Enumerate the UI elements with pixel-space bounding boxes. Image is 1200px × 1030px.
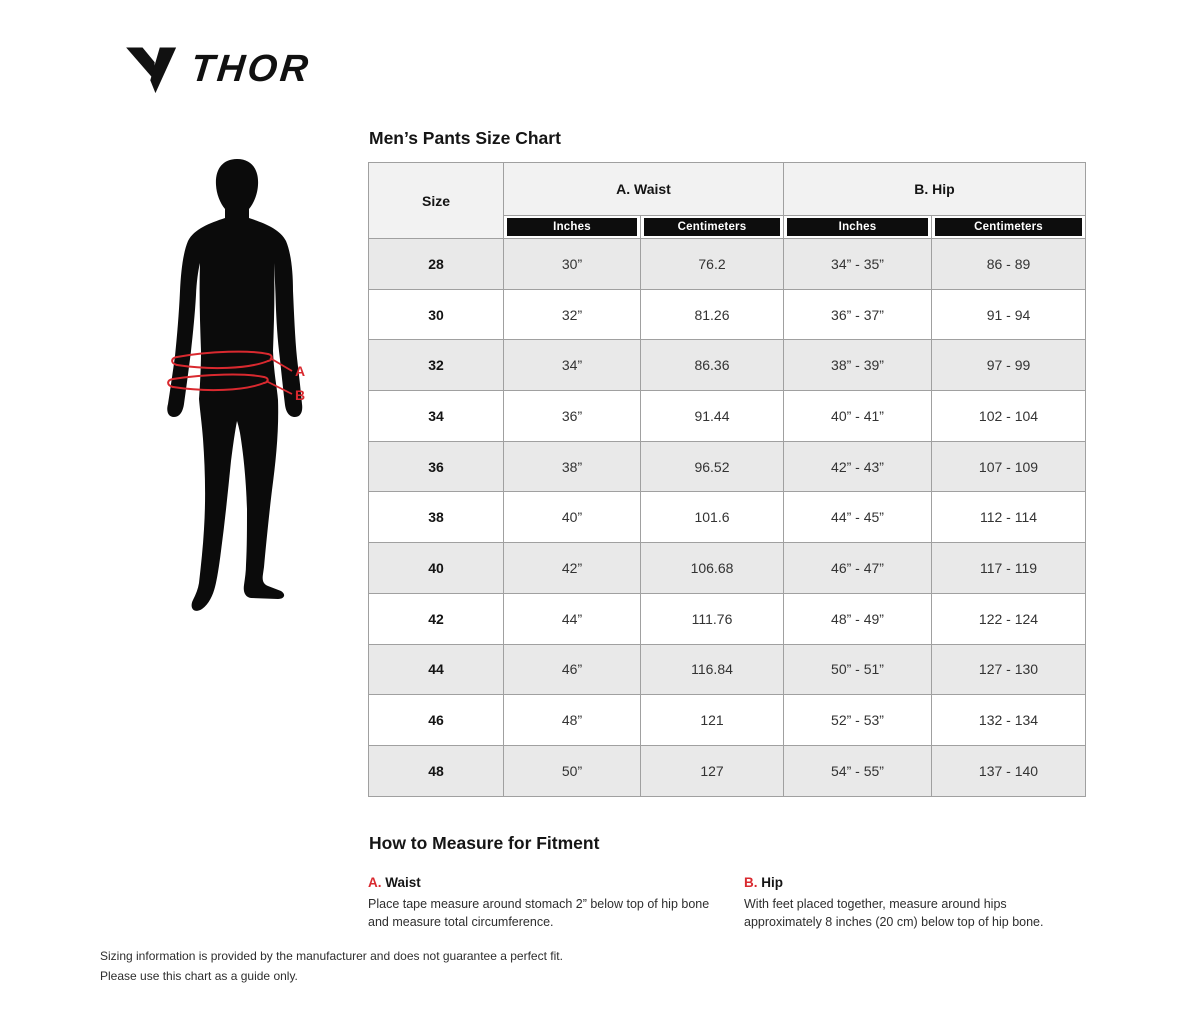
measure-hip-block [744,875,1085,933]
disclaimer [100,947,563,987]
measure-heading: How to Measure for Fitment [369,832,600,853]
thor-horns-logo-icon [124,44,180,94]
waist-inches-cell: 40” [504,492,641,543]
hip-inches-cell: 38” - 39” [784,340,932,391]
row-size-cell: 30 [369,289,504,340]
table-row [369,593,1086,644]
waist-centimeters-cell: 91.44 [641,391,784,442]
waist-centimeters-cell: 116.84 [641,644,784,695]
table-row [369,695,1086,746]
hip-centimeters-cell: 137 - 140 [932,745,1086,796]
measure-instructions [368,875,1085,933]
row-size-cell: 38 [369,492,504,543]
hip-inches-cell: 54” - 55” [784,745,932,796]
waist-centimeters-cell: 111.76 [641,593,784,644]
hip-inches-cell: 44” - 45” [784,492,932,543]
hip-centimeters-cell: 132 - 134 [932,695,1086,746]
subheader-label: Centimeters [935,218,1082,236]
hip-centimeters-cell: 122 - 124 [932,593,1086,644]
subheader-label: Inches [787,218,928,236]
waist-centimeters-cell: 96.52 [641,441,784,492]
size-chart-section [368,128,1085,932]
hip-centimeters-cell: 107 - 109 [932,441,1086,492]
row-size-cell: 48 [369,745,504,796]
size-chart-table [368,162,1086,797]
hip-inches-cell: 40” - 41” [784,391,932,442]
table-row [369,644,1086,695]
logo-wordmark: THOR [188,48,313,90]
column-group-hip: B. Hip [784,163,1086,216]
measure-waist-letter: A. [368,874,382,890]
subheader-label: Inches [507,218,637,236]
subheader-hip-centimeters [932,216,1086,239]
table-row [369,340,1086,391]
figure-label-a: A [295,363,306,379]
table-row [369,391,1086,442]
table-row [369,492,1086,543]
table-row [369,289,1086,340]
measure-hip-name: Hip [761,874,784,890]
hip-inches-cell: 34” - 35” [784,239,932,290]
measure-waist-text: Place tape measure around stomach 2” below top of hip bone and measure total circumference. [368,896,710,930]
waist-centimeters-cell: 86.36 [641,340,784,391]
measure-hip-letter: B. [744,874,758,890]
column-header-size: Size [369,163,504,239]
hip-inches-cell: 48” - 49” [784,593,932,644]
subheader-hip-inches [784,216,932,239]
table-row [369,441,1086,492]
waist-inches-cell: 44” [504,593,641,644]
waist-centimeters-cell: 127 [641,745,784,796]
waist-inches-cell: 48” [504,695,641,746]
hip-centimeters-cell: 97 - 99 [932,340,1086,391]
hip-centimeters-cell: 91 - 94 [932,289,1086,340]
disclaimer-line-1: Sizing information is provided by the manufacturer and does not guarantee a perfect fit. [100,949,563,963]
row-size-cell: 44 [369,644,504,695]
measure-waist-name: Waist [385,874,421,890]
waist-inches-cell: 32” [504,289,641,340]
waist-inches-cell: 34” [504,340,641,391]
hip-inches-cell: 50” - 51” [784,644,932,695]
waist-inches-cell: 50” [504,745,641,796]
disclaimer-line-2: Please use this chart as a guide only. [100,968,298,983]
measure-waist-block [368,875,718,933]
hip-centimeters-cell: 127 - 130 [932,644,1086,695]
row-size-cell: 28 [369,239,504,290]
row-size-cell: 36 [369,441,504,492]
waist-inches-cell: 30” [504,239,641,290]
measure-hip-text: With feet placed together, measure around hips approximately 8 inches (20 cm) below top of hip bone. [744,896,1044,930]
size-chart-rows [369,239,1086,797]
hip-inches-cell: 52” - 53” [784,695,932,746]
table-row [369,745,1086,796]
measure-hip-title [744,875,1085,890]
hip-inches-cell: 36” - 37” [784,289,932,340]
row-size-cell: 34 [369,391,504,442]
hip-centimeters-cell: 86 - 89 [932,239,1086,290]
row-size-cell: 42 [369,593,504,644]
subheader-waist-centimeters [641,216,784,239]
waist-inches-cell: 46” [504,644,641,695]
measure-waist-title [368,875,718,890]
hip-centimeters-cell: 117 - 119 [932,543,1086,594]
hip-centimeters-cell: 102 - 104 [932,391,1086,442]
column-group-waist: A. Waist [504,163,784,216]
waist-inches-cell: 36” [504,391,641,442]
figure-label-b: B [295,387,306,403]
row-size-cell: 40 [369,543,504,594]
body-measurement-figure [140,153,335,658]
brand-logo [124,44,311,94]
row-size-cell: 32 [369,340,504,391]
waist-centimeters-cell: 76.2 [641,239,784,290]
page-title: Men’s Pants Size Chart [369,128,561,148]
waist-inches-cell: 38” [504,441,641,492]
hip-inches-cell: 42” - 43” [784,441,932,492]
waist-inches-cell: 42” [504,543,641,594]
waist-centimeters-cell: 81.26 [641,289,784,340]
male-silhouette-icon [140,153,335,658]
table-row [369,543,1086,594]
waist-centimeters-cell: 121 [641,695,784,746]
hip-inches-cell: 46” - 47” [784,543,932,594]
waist-centimeters-cell: 106.68 [641,543,784,594]
row-size-cell: 46 [369,695,504,746]
waist-centimeters-cell: 101.6 [641,492,784,543]
subheader-label: Centimeters [644,218,780,236]
table-row [369,239,1086,290]
hip-centimeters-cell: 112 - 114 [932,492,1086,543]
subheader-waist-inches [504,216,641,239]
